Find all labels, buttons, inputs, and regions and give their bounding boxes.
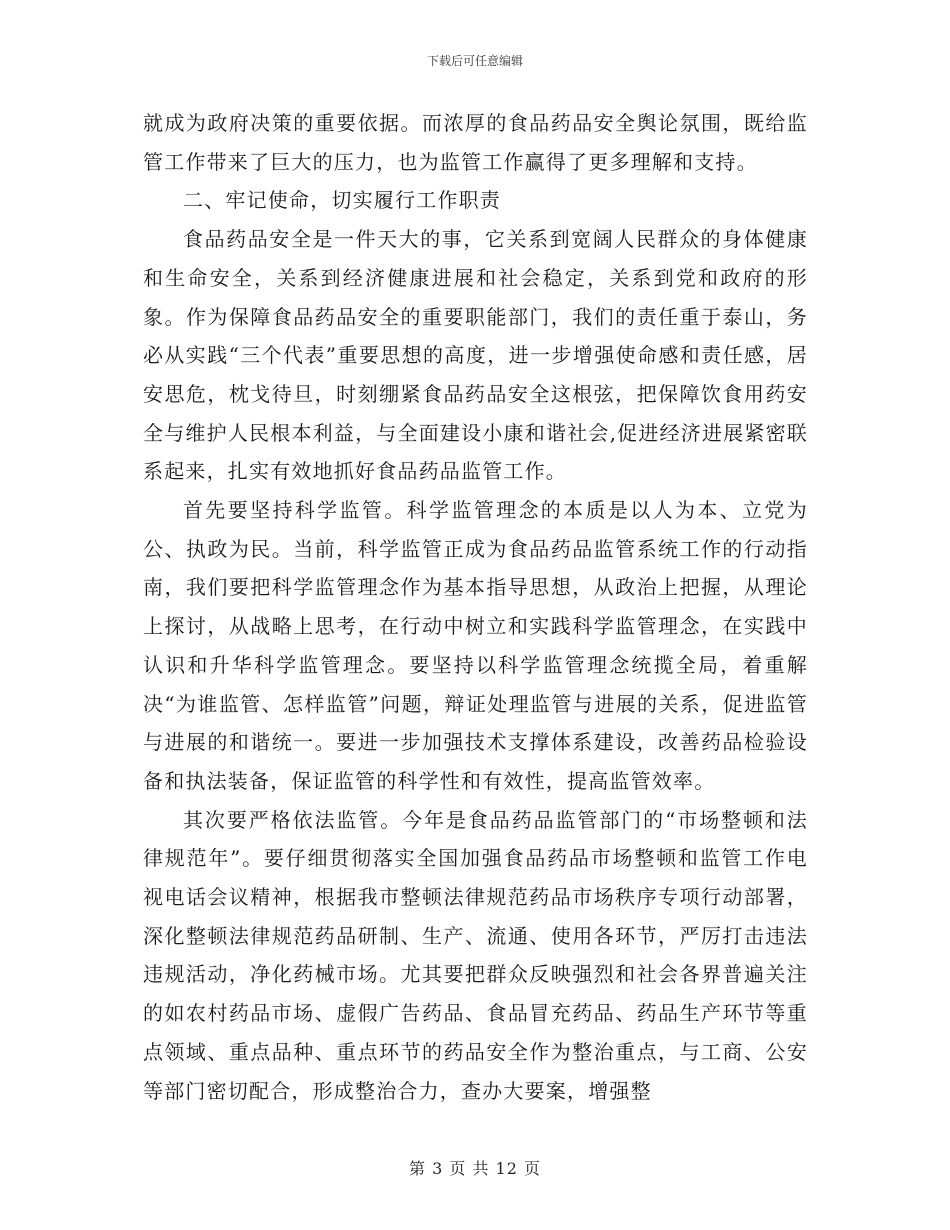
- document-body: [143, 104, 808, 1110]
- paragraph: 其次要严格依法监管。今年是食品药品监管部门的“市场整顿和法律规范年”。要仔细贯彻落实全国加强食品药品市场整顿和监管工作电视电话会议精神，根据我市整顿法律规范药品市场秩序专项行动部署，深化整顿法律规范药品研制、生产、流通、使用各环节，严厉打击违法违规活动，净化药械市场。尤其要把群众反映强烈和社会各界普遍关注的如农村药品市场、虚假广告药品、食品冒充药品、药品生产环节等重点领域、重点品种、重点环节的药品安全作为整治重点，与工商、公安等部门密切配合，形成整治合力，查办大要案，增强整: [143, 807, 808, 1103]
- page-header: 下载后可任意编辑: [426, 54, 523, 68]
- paragraph-continuation: 就成为政府决策的重要依据。而浓厚的食品药品安全舆论氛围，既给监管工作带来了巨大的压力，也为监管工作赢得了更多理解和支持。: [143, 111, 808, 174]
- paragraph: 食品药品安全是一件天大的事，它关系到宽阔人民群众的身体健康和生命安全，关系到经济健康进展和社会稳定，关系到党和政府的形象。作为保障食品药品安全的重要职能部门，我们的责任重于泰山，务必从实践“三个代表”重要思想的高度，进一步增强使命感和责任感，居安思危，枕戈待旦，时刻绷紧食品药品安全这根弦，把保障饮食用药安全与维护人民根本利益，与全面建设小康和谐社会,促进经济进展紧密联系起来，扎实有效地抓好食品药品监管工作。: [143, 227, 808, 484]
- paragraph: 首先要坚持科学监管。科学监管理念的本质是以人为本、立党为公、执政为民。当前，科学监管正成为食品药品监管系统工作的行动指南，我们要把科学监管理念作为基本指导思想，从政治上把握，从理论上探讨，从战略上思考，在行动中树立和实践科学监管理念，在实践中认识和升华科学监管理念。要坚持以科学监管理念统揽全局，着重解决“为谁监管、怎样监管”问题，辩证处理监管与进展的关系，促进监管与进展的和谐统一。要进一步加强技术支撑体系建设，改善药品检验设备和执法装备，保证监管的科学性和有效性，提高监管效率。: [143, 498, 808, 793]
- section-heading: 二、牢记使命，切实履行工作职责: [183, 188, 501, 213]
- page-number: 第 3 页 共 12 页: [409, 1159, 541, 1178]
